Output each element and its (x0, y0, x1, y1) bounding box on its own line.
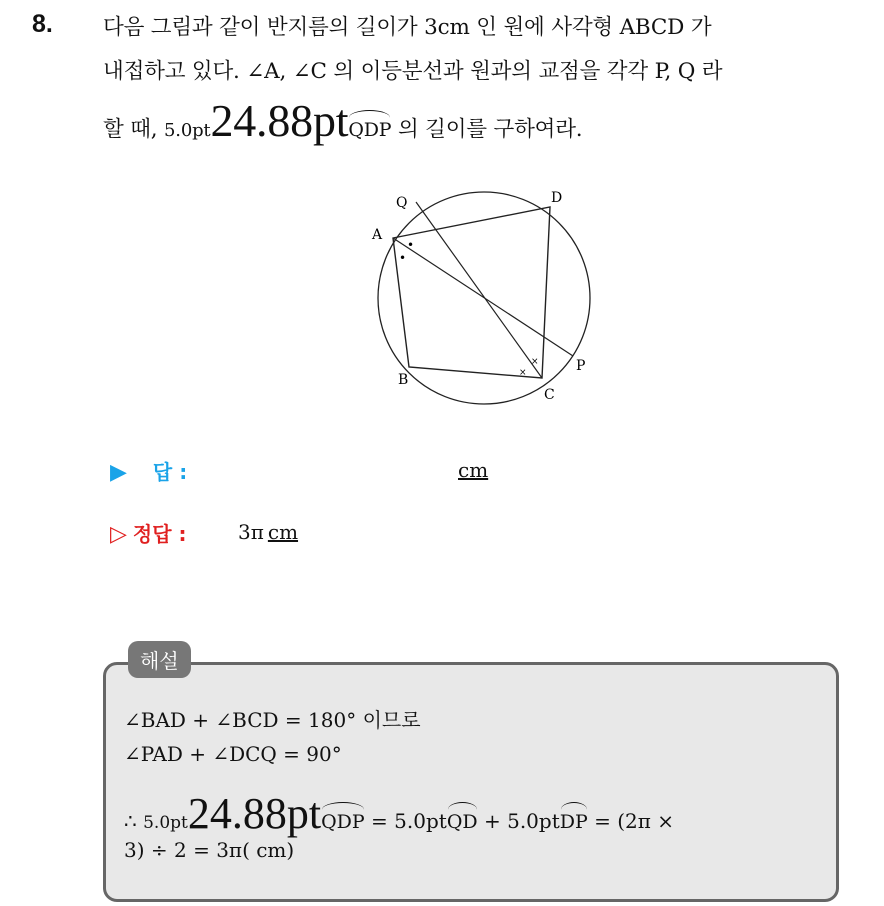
solution-mid-2: + 5.0pt (477, 809, 560, 833)
question-number: 8. (32, 10, 53, 38)
solution-line-3 (124, 788, 674, 839)
label-b: B (398, 372, 409, 388)
quadrilateral-abcd (393, 207, 550, 378)
answer-label: 답 : (152, 460, 188, 484)
arc-qdp: QDP (348, 119, 392, 141)
question-size-small: 5.0pt (164, 120, 211, 141)
solution-line-2: ∠PAD + ∠DCQ = 90° (124, 742, 342, 766)
solution-mid-1: = 5.0pt (364, 809, 447, 833)
question-text-line-1: 다음 그림과 같이 반지름의 길이가 3cm 인 원에 사각형 ABCD 가 (103, 15, 712, 40)
question-text-line-3 (103, 94, 582, 147)
correct-answer-value (238, 520, 298, 544)
outline-triangle-icon: ▷ (110, 522, 127, 547)
label-q: Q (396, 195, 408, 211)
solution-arc-qd: QD (446, 811, 478, 833)
angle-mark-cross-2: × (519, 368, 527, 378)
question-line3-prefix: 할 때, (103, 117, 165, 142)
angle-mark-dot-1: • (407, 238, 415, 252)
label-a: A (372, 227, 383, 243)
solution-arc-dp: DP (559, 811, 588, 833)
correct-answer-label: 정답 : (132, 522, 187, 546)
question-line3-suffix: 의 길이를 구하여라. (391, 117, 583, 142)
solution-box (103, 662, 839, 902)
question-text-line-2: 내접하고 있다. ∠A, ∠C 의 이등분선과 원과의 교점을 각각 P, Q 라 (103, 59, 723, 84)
circle-figure (360, 180, 610, 410)
label-d: D (551, 190, 563, 206)
correct-answer-unit: cm (267, 520, 299, 544)
solution-size-big: 24.88pt (187, 789, 322, 838)
label-p: P (576, 358, 586, 374)
answer-unit: cm (458, 458, 489, 482)
solution-line-4: 3) ÷ 2 = 3π( cm) (124, 838, 295, 862)
solution-tag: 해설 (128, 641, 191, 678)
bisector-cq (416, 202, 542, 378)
correct-answer-number: 3π (238, 520, 264, 544)
therefore-symbol: ∴ (124, 809, 144, 833)
solution-line3-end: = (2π × (587, 809, 675, 833)
angle-mark-dot-2: • (399, 251, 407, 265)
solution-arc-qdp: QDP (321, 811, 365, 833)
question-size-big: 24.88pt (210, 95, 349, 146)
label-c: C (544, 387, 555, 403)
correct-answer-row (110, 518, 187, 547)
angle-mark-cross-1: × (531, 357, 539, 367)
solution-line-1: ∠BAD + ∠BCD = 180° 이므로 (124, 708, 421, 732)
answer-row (110, 456, 187, 485)
solution-size-small: 5.0pt (143, 813, 188, 833)
play-triangle-icon: ▶ (110, 460, 127, 485)
